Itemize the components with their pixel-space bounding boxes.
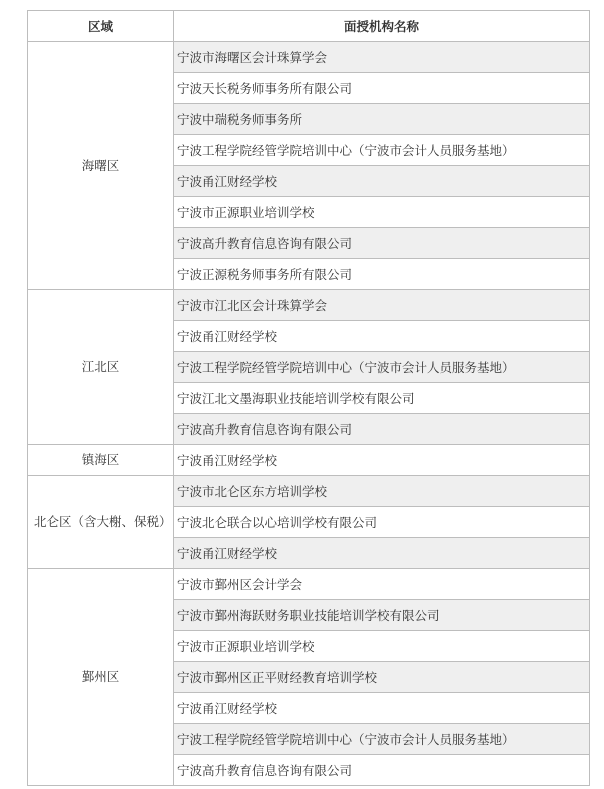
- table-row: [28, 569, 590, 600]
- institution-name-cell: 宁波市鄞州海跃财务职业技能培训学校有限公司: [174, 600, 590, 631]
- institution-name-cell: 宁波北仑联合以心培训学校有限公司: [174, 507, 590, 538]
- table-header-row: [28, 11, 590, 42]
- institution-name-cell: 宁波中瑞税务师事务所: [174, 104, 590, 135]
- institution-name-cell: 宁波高升教育信息咨询有限公司: [174, 228, 590, 259]
- institution-name-cell: 宁波市鄞州区会计学会: [174, 569, 590, 600]
- institution-name-cell: 宁波市江北区会计珠算学会: [174, 290, 590, 321]
- institution-name-cell: 宁波市正源职业培训学校: [174, 197, 590, 228]
- institution-name-cell: 宁波江北文墨海职业技能培训学校有限公司: [174, 383, 590, 414]
- institution-name-cell: 宁波市正源职业培训学校: [174, 631, 590, 662]
- region-cell: 江北区: [28, 290, 174, 445]
- institution-name-cell: 宁波市海曙区会计珠算学会: [174, 42, 590, 73]
- table-row: [28, 445, 590, 476]
- training-institutions-table: [27, 10, 590, 786]
- table-row: [28, 476, 590, 507]
- institution-name-cell: 宁波甬江财经学校: [174, 166, 590, 197]
- institution-name-cell: 宁波市鄞州区正平财经教育培训学校: [174, 662, 590, 693]
- institution-name-cell: 宁波天长税务师事务所有限公司: [174, 73, 590, 104]
- institution-name-cell: 宁波工程学院经管学院培训中心（宁波市会计人员服务基地）: [174, 724, 590, 755]
- training-institutions-table-wrapper: [27, 10, 589, 786]
- header-institution-name: 面授机构名称: [174, 11, 590, 42]
- institution-name-cell: 宁波高升教育信息咨询有限公司: [174, 755, 590, 786]
- institution-name-cell: 宁波甬江财经学校: [174, 321, 590, 352]
- table-row: [28, 290, 590, 321]
- institution-name-cell: 宁波甬江财经学校: [174, 445, 590, 476]
- institution-name-cell: 宁波高升教育信息咨询有限公司: [174, 414, 590, 445]
- region-cell: 北仑区（含大榭、保税）: [28, 476, 174, 569]
- region-cell: 鄞州区: [28, 569, 174, 786]
- institution-name-cell: 宁波工程学院经管学院培训中心（宁波市会计人员服务基地）: [174, 352, 590, 383]
- header-region: 区域: [28, 11, 174, 42]
- table-row: [28, 42, 590, 73]
- institution-name-cell: 宁波甬江财经学校: [174, 693, 590, 724]
- institution-name-cell: 宁波正源税务师事务所有限公司: [174, 259, 590, 290]
- institution-name-cell: 宁波甬江财经学校: [174, 538, 590, 569]
- institution-name-cell: 宁波市北仑区东方培训学校: [174, 476, 590, 507]
- institution-name-cell: 宁波工程学院经管学院培训中心（宁波市会计人员服务基地）: [174, 135, 590, 166]
- region-cell: 镇海区: [28, 445, 174, 476]
- region-cell: 海曙区: [28, 42, 174, 290]
- table-body: [28, 42, 590, 786]
